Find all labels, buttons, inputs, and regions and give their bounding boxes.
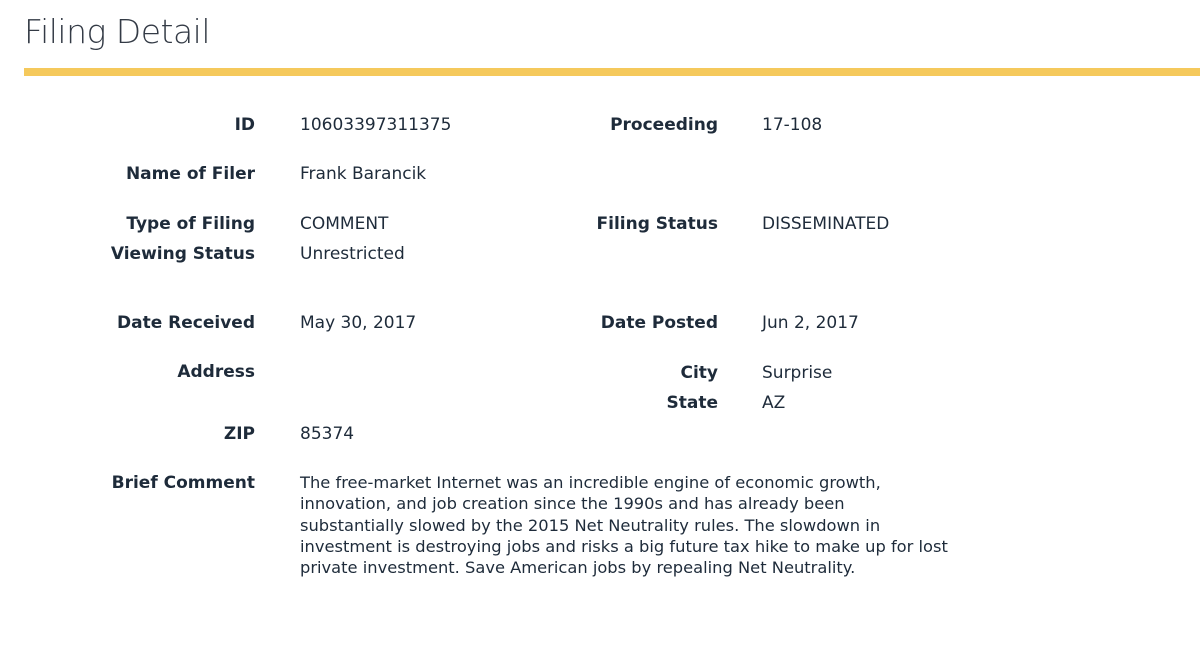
proceeding-label: Proceeding [610, 115, 718, 135]
city-label: City [680, 363, 718, 383]
zip-label: ZIP [223, 424, 255, 444]
viewing-status-value: Unrestricted [300, 244, 405, 264]
id-label: ID [234, 115, 255, 135]
address-label: Address [177, 362, 255, 382]
state-value: AZ [762, 393, 786, 413]
filing-status-label: Filing Status [596, 214, 718, 234]
city-value: Surprise [762, 363, 833, 383]
filing-status-value: DISSEMINATED [762, 214, 890, 234]
date-received-label: Date Received [117, 313, 255, 333]
zip-value: 85374 [300, 424, 355, 444]
name-of-filer-value: Frank Barancik [300, 164, 427, 184]
page-title: Filing Detail [24, 12, 211, 51]
title-divider [24, 68, 1200, 76]
type-of-filing-label: Type of Filing [126, 214, 255, 234]
proceeding-value: 17-108 [762, 115, 823, 135]
brief-comment-label: Brief Comment [111, 473, 255, 493]
viewing-status-label: Viewing Status [110, 244, 255, 264]
id-value: 10603397311375 [300, 115, 452, 135]
state-label: State [666, 393, 718, 413]
type-of-filing-value: COMMENT [300, 214, 389, 234]
name-of-filer-label: Name of Filer [125, 164, 255, 184]
date-posted-value: Jun 2, 2017 [762, 313, 859, 333]
date-posted-label: Date Posted [600, 313, 718, 333]
date-received-value: May 30, 2017 [300, 313, 417, 333]
brief-comment-text: The free-market Internet was an incredible engine of economic growth, innovation, and job creation since the 1990s and has already been substantially slowed by the 2015 Net Neutrality rules. The slowdown in investment is destroying jobs and risks a big future tax hike to make up for lost private investment. Save American jobs by repealing Net Neutrality. [300, 473, 948, 578]
